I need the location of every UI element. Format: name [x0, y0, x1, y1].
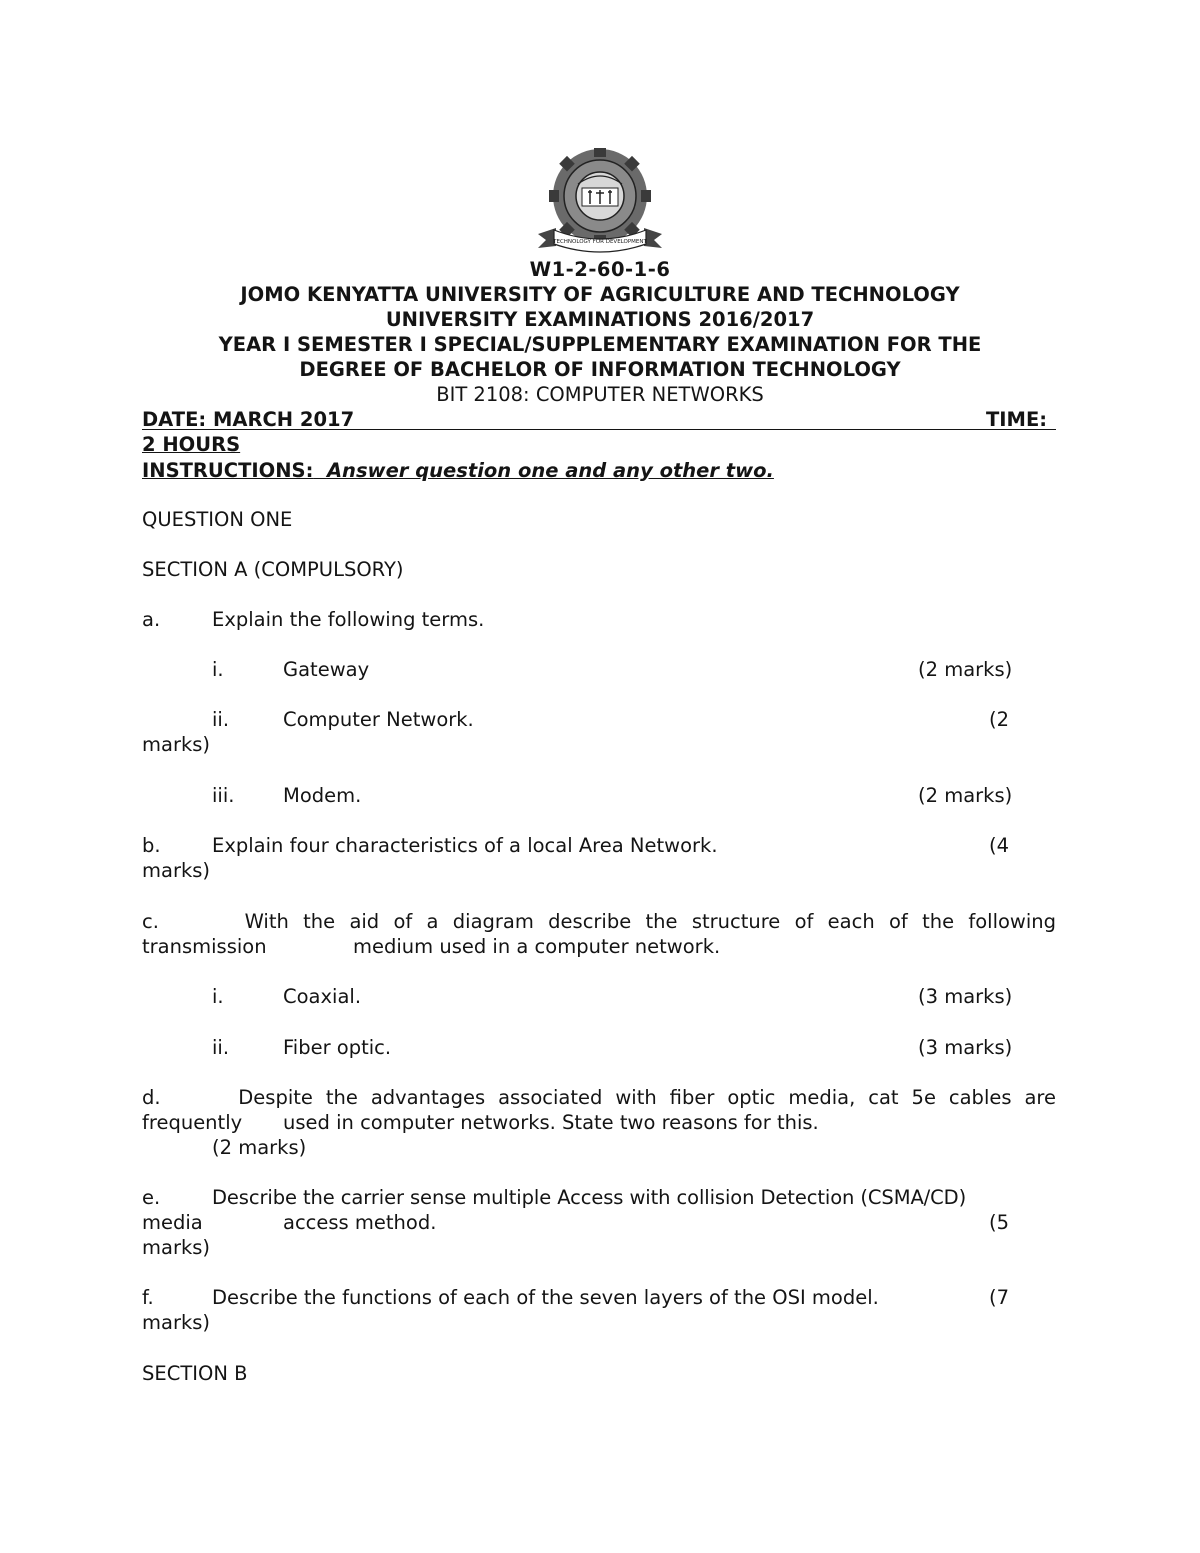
question-f-marks-open: (7	[989, 1286, 1010, 1309]
question-e-letter: e.	[142, 1186, 161, 1209]
svg-text:TECHNOLOGY FOR DEVELOPMENT: TECHNOLOGY FOR DEVELOPMENT	[553, 239, 647, 245]
word: describe	[548, 910, 632, 933]
word: each	[827, 910, 875, 933]
university-logo	[536, 148, 664, 256]
word: with	[615, 1086, 657, 1109]
item-c-ii-marks: (3 marks)	[918, 1036, 1013, 1059]
question-f-text: Describe the functions of each of the seven layers of the OSI model.	[212, 1286, 879, 1309]
item-c-ii-num: ii.	[212, 1036, 230, 1059]
question-a-letter: a.	[142, 608, 161, 631]
instructions-text: Answer question one and any other two.	[326, 459, 774, 482]
question-b-marks-close: marks)	[142, 859, 211, 882]
item-a-i-marks: (2 marks)	[918, 658, 1013, 681]
exam-session: UNIVERSITY EXAMINATIONS 2016/2017	[385, 308, 815, 331]
course-title: BIT 2108: COMPUTER NETWORKS	[436, 383, 764, 406]
word: of	[888, 910, 908, 933]
question-c-letter: c.	[142, 910, 159, 933]
word: optic	[727, 1086, 776, 1109]
word: structure	[691, 910, 781, 933]
question-e-marks-close: marks)	[142, 1236, 211, 1259]
word: cat	[868, 1086, 899, 1109]
question-d-letter: d.	[142, 1086, 161, 1109]
question-d-line1	[142, 1085, 1056, 1110]
question-b-text: Explain four characteristics of a local Area Network.	[212, 834, 718, 857]
instructions-label: INSTRUCTIONS:	[142, 459, 314, 482]
word: diagram	[452, 910, 534, 933]
instructions	[142, 458, 774, 483]
date-underline	[142, 429, 1056, 430]
question-e-marks-open: (5	[989, 1211, 1010, 1234]
exam-time-label: TIME:	[986, 408, 1048, 431]
word: following	[968, 910, 1057, 933]
item-c-ii-text: Fiber optic.	[283, 1036, 392, 1059]
question-f-letter: f.	[142, 1286, 154, 1309]
question-c-line2b: medium used in a computer network.	[353, 935, 721, 958]
word: a	[426, 910, 439, 933]
item-c-i-marks: (3 marks)	[918, 985, 1013, 1008]
exam-date: DATE: MARCH 2017	[142, 408, 355, 431]
word: advantages	[370, 1086, 486, 1109]
word: aid	[349, 910, 380, 933]
item-a-iii-num: iii.	[212, 784, 235, 807]
university-name: JOMO KENYATTA UNIVERSITY OF AGRICULTURE AND TECHNOLOGY	[240, 283, 960, 306]
question-c-line1	[142, 909, 1056, 934]
word: the	[922, 910, 955, 933]
word: media,	[788, 1086, 856, 1109]
item-a-iii-text: Modem.	[283, 784, 362, 807]
question-f-marks-close: marks)	[142, 1311, 211, 1334]
item-a-ii-marks-close: marks)	[142, 733, 211, 756]
item-a-ii-text: Computer Network.	[283, 708, 474, 731]
exam-type: YEAR I SEMESTER I SPECIAL/SUPPLEMENTARY EXAMINATION FOR THE	[218, 333, 982, 356]
item-a-ii-num: ii.	[212, 708, 230, 731]
degree-title: DEGREE OF BACHELOR OF INFORMATION TECHNOLOGY	[299, 358, 901, 381]
exam-duration: 2 HOURS	[142, 433, 241, 456]
word: of	[794, 910, 814, 933]
question-one-title: QUESTION ONE	[142, 508, 293, 531]
word: associated	[498, 1086, 603, 1109]
question-e-line1: Describe the carrier sense multiple Access with collision Detection (CSMA/CD)	[212, 1186, 967, 1209]
item-a-ii-marks-open: (2	[989, 708, 1010, 731]
section-a-title: SECTION A (COMPULSORY)	[142, 558, 404, 581]
question-e-line2a: media	[142, 1211, 203, 1234]
word: the	[325, 1086, 358, 1109]
item-a-iii-marks: (2 marks)	[918, 784, 1013, 807]
word: 5e	[911, 1086, 936, 1109]
word: Despite	[238, 1086, 313, 1109]
question-d-line2b: used in computer networks. State two reasons for this.	[283, 1111, 819, 1134]
word: of	[393, 910, 413, 933]
word: With	[244, 910, 289, 933]
question-d-line2a: frequently	[142, 1111, 243, 1134]
word: the	[303, 910, 336, 933]
question-a-text: Explain the following terms.	[212, 608, 485, 631]
item-c-i-text: Coaxial.	[283, 985, 362, 1008]
question-e-line2b: access method.	[283, 1211, 437, 1234]
item-a-i-num: i.	[212, 658, 224, 681]
question-c-line2a: transmission	[142, 935, 267, 958]
word: fiber	[669, 1086, 715, 1109]
word: the	[645, 910, 678, 933]
section-b-title: SECTION B	[142, 1362, 248, 1385]
item-a-i-text: Gateway	[283, 658, 370, 681]
question-b-letter: b.	[142, 834, 161, 857]
question-b-marks-open: (4	[989, 834, 1010, 857]
item-c-i-num: i.	[212, 985, 224, 1008]
question-d-marks: (2 marks)	[212, 1136, 307, 1159]
word: are	[1024, 1086, 1057, 1109]
exam-code: W1-2-60-1-6	[529, 258, 671, 281]
word: cables	[948, 1086, 1012, 1109]
